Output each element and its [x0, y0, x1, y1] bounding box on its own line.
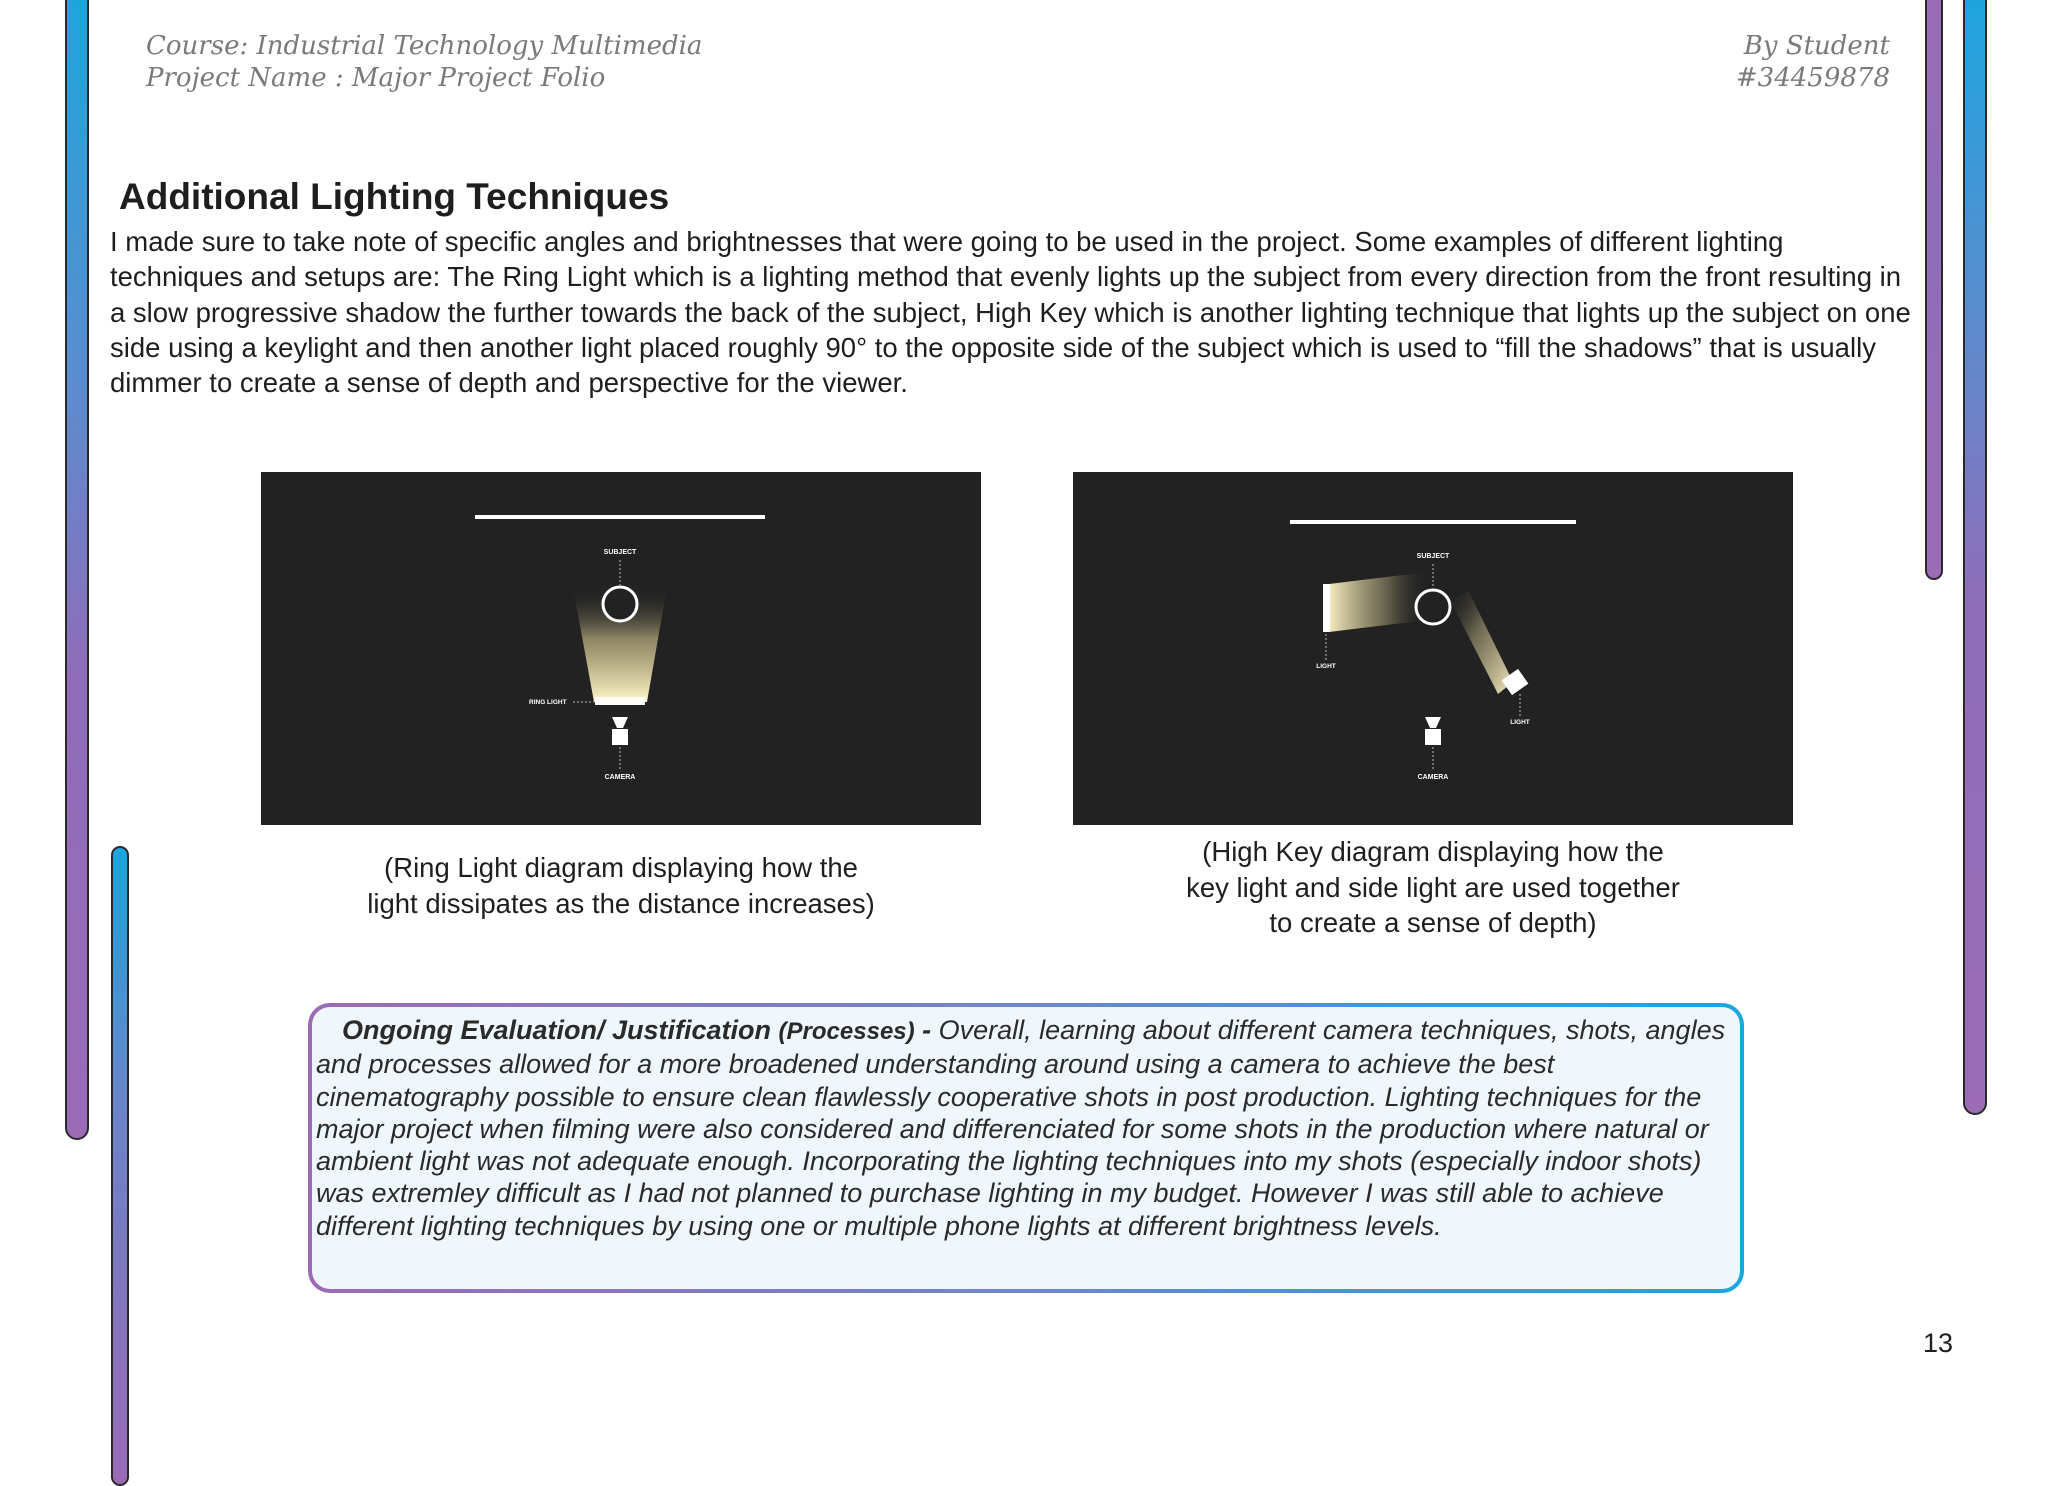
subject-label: SUBJECT [603, 549, 637, 556]
backdrop-line [1290, 520, 1576, 524]
evaluation-box [308, 1003, 1744, 1293]
header-author-info [1736, 30, 1890, 94]
evaluation-body: Overall, learning about different camera techniques, shots, angles and processes allowed for a more broadened understanding around using a camera to achieve the best cinematography possible to ensure clean flawlessly cooperative shots in post production. Lighting techniques for the major project when filming were also considered and differenciated for some shots in the production where natural or ambient light was not adequate enough. Incorporating the lighting techniques into my shots (especially indoor shots) was extremley difficult as I had not planned to purchase lighting in my budget. However I was still able to achieve different lighting techniques by using one or multiple phone lights at different brightness levels. [316, 1015, 1726, 1241]
key-light [1323, 584, 1330, 632]
course-name: Course: Industrial Technology Multimedia [146, 31, 703, 61]
side-light-beam [1451, 590, 1513, 694]
key-light-label: LIGHT [1316, 663, 1336, 670]
project-name: Project Name : Major Project Folio [146, 63, 606, 93]
author-label: By Student [1743, 31, 1890, 61]
ring-light-label: RING LIGHT [529, 699, 567, 706]
caption-line: to create a sense of depth) [1269, 907, 1597, 938]
evaluation-dash: - [914, 1015, 939, 1045]
subject-circle [603, 587, 637, 621]
side-light-label: LIGHT [1510, 719, 1530, 726]
camera-label: CAMERA [604, 774, 636, 781]
camera-body [1425, 729, 1441, 745]
section-body: I made sure to take note of specific angles and brightnesses that were going to be used in the project. Some examples of different lighting techniques and setups are: The Ring Light which is a lighting method that evenly lights up the subject from every direction from the front resulting in a slow progressive shadow the further towards the back of the subject, High Key which is another lighting technique that lights up the subject on one side using a keylight and then another light placed roughly 90° to the opposite side of the subject which is used to “fill the shadows” that is usually dimmer to create a sense of depth and perspective for the viewer. [110, 226, 1911, 399]
high-key-caption [1073, 834, 1793, 941]
page-number: 13 [1922, 1328, 1953, 1358]
section-title: Additional Lighting Techniques [119, 176, 670, 217]
backdrop-line [475, 515, 765, 519]
subject-label: SUBJECT [1416, 553, 1450, 560]
decorative-bar-left-outer [65, 0, 89, 1140]
ring-light-bar [595, 697, 645, 705]
caption-line: (Ring Light diagram displaying how the [384, 852, 858, 883]
student-id: #34459878 [1735, 63, 1890, 93]
evaluation-content [312, 1007, 1740, 1289]
camera-label: CAMERA [1417, 774, 1449, 781]
ring-light-diagram [261, 472, 981, 825]
camera-lens [1425, 717, 1441, 728]
decorative-bar-left-inner [111, 846, 129, 1486]
caption-line: (High Key diagram displaying how the [1202, 836, 1664, 867]
decorative-bar-right-outer [1963, 0, 1987, 1115]
ring-light-caption [261, 850, 981, 921]
caption-line: light dissipates as the distance increases) [367, 887, 875, 919]
header-course-info [146, 30, 702, 94]
camera-lens [612, 717, 628, 728]
decorative-bar-right-inner [1925, 0, 1943, 580]
camera-body [612, 729, 628, 745]
evaluation-subheading: (Processes) [778, 1018, 915, 1045]
evaluation-heading: Ongoing Evaluation/ Justification [342, 1015, 772, 1045]
key-light-beam [1329, 572, 1428, 632]
caption-line: key light and side light are used together [1186, 871, 1680, 903]
subject-circle [1416, 590, 1450, 624]
high-key-diagram [1073, 472, 1793, 825]
